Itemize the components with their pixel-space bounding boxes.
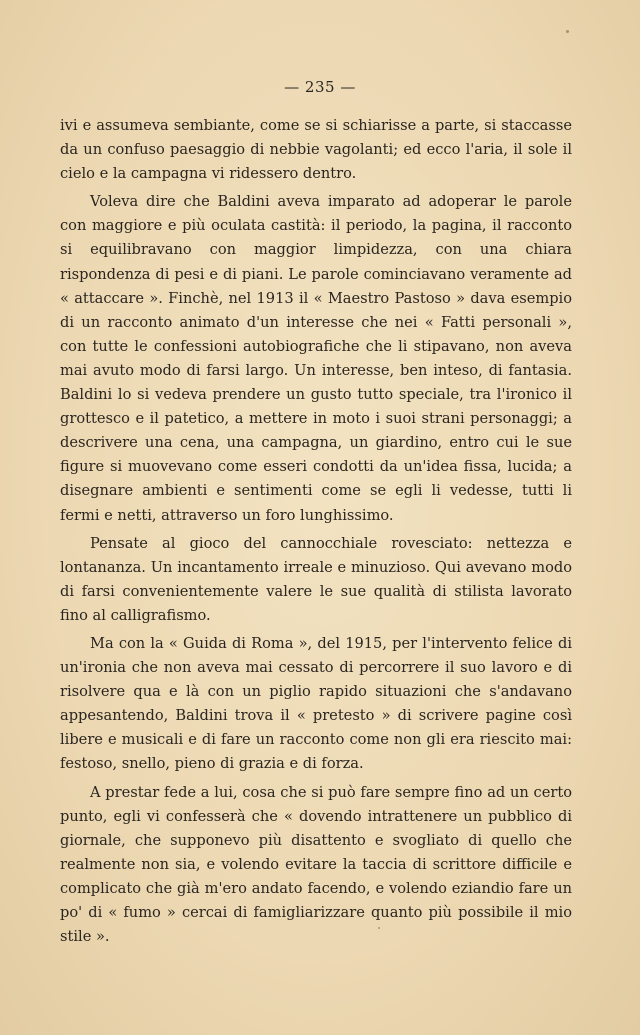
paper-speck bbox=[378, 927, 380, 929]
paragraph-3: Pensate al gioco del cannocchiale rovesciato: nettezza e lontananza. Un incantamento irreale e minuzioso. Qui avevano modo di farsi convenientemente valere le sue qualità di stilista lavorato fino al calligrafismo. bbox=[60, 534, 572, 624]
body-text bbox=[60, 114, 572, 949]
page-number: — 235 — bbox=[284, 78, 356, 96]
paragraph-5: A prestar fede a lui, cosa che si può fare sempre fino ad un certo punto, egli vi confesserà che « dovendo intrattenere un pubblico di giornale, che supponevo più disattento e svogliato di quello che realmente non sia, e volendo evitare la taccia di scrittore difficile e complicato che già m'ero andato facendo, e volendo eziandio fare un po' di « fumo » cercai di famigliarizzare quanto più possibile il mio stile ». bbox=[60, 783, 572, 946]
paragraph-2: Voleva dire che Baldini aveva imparato ad adoperar le parole con maggiore e più oculata castità: il periodo, la pagina, il racconto si equilibravano con maggior limpidezza, con una chiara rispondenza di pesi e di piani. Le parole cominciavano veramente ad « attaccare ». Finchè, nel 1913 il « Maestro Pastoso » dava esempio di un racconto animato d'un interesse che nei « Fatti personali », con tutte le confessioni autobiografiche che li stipavano, non aveva mai avuto modo di farsi largo. Un interesse, ben inteso, di fantasia. Baldini lo si vedeva prendere un gusto tutto speciale, tra l'ironico il grottesco e il patetico, a mettere in moto i suoi strani personaggi; a descrivere una cena, una campagna, un giardino, entro cui le sue figure si muovevano come esseri condotti da un'idea fissa, lucida; a disegnare ambienti e sentimenti come se egli li vedesse, tutti li fermi e netti, attraverso un foro lunghissimo. bbox=[60, 193, 572, 524]
paper-speck bbox=[566, 30, 569, 33]
paragraph-4: Ma con la « Guida di Roma », del 1915, per l'intervento felice di un'ironia che non aveva mai cessato di percorrere il suo lavoro e di risolvere qua e là con un piglio rapido situazioni che s'andavano appesantendo, Baldini trova il « pretesto » di scrivere pagine così libere e musicali e di fare un racconto come non gli era riescito mai: festoso, snello, pieno di grazia e di forza. bbox=[60, 634, 572, 773]
paragraph-1: ivi e assumeva sembiante, come se si schiarisse a parte, si staccasse da un confuso paesaggio di nebbie vagolanti; ed ecco l'aria, il sole il cielo e la campagna vi ridessero dentro. bbox=[60, 117, 572, 183]
